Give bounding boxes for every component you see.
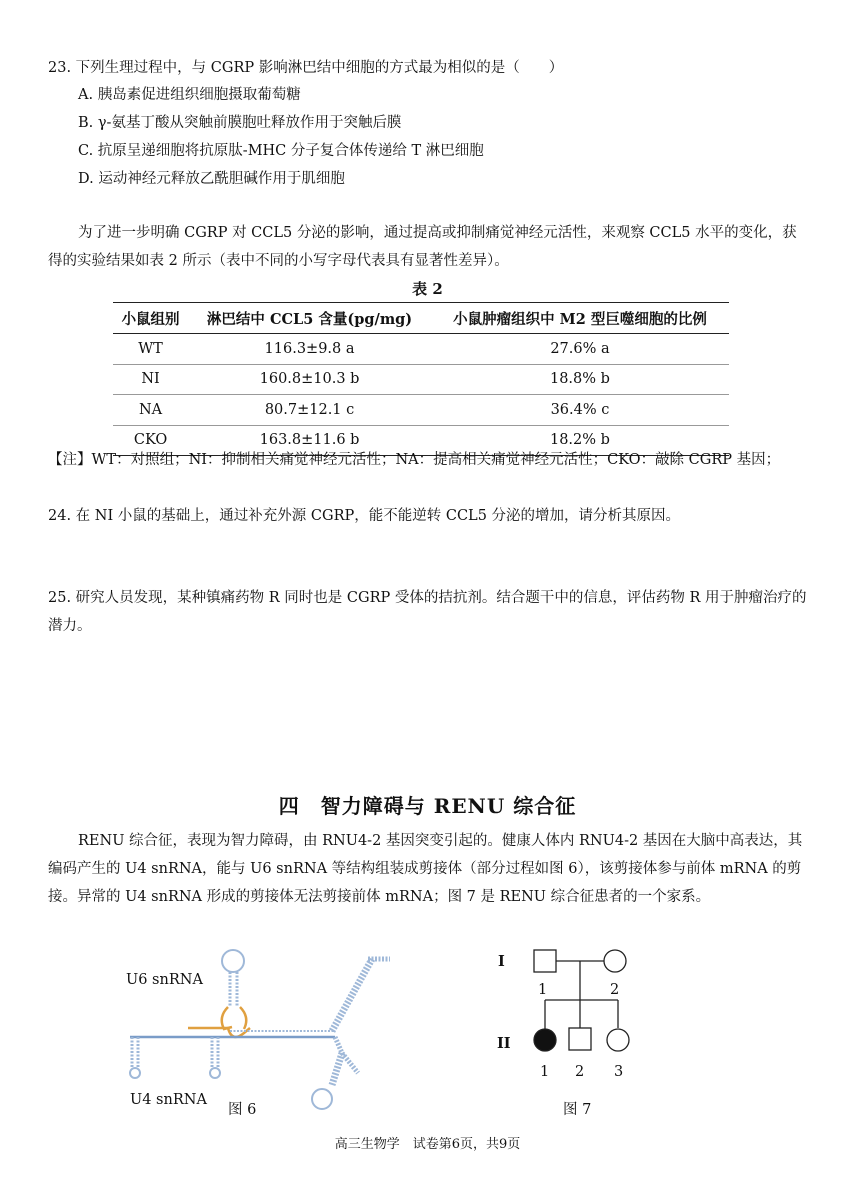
gen2-number: 2: [575, 1064, 585, 1080]
table-cell: 18.2% b: [431, 425, 729, 456]
gen1-number: 2: [610, 982, 620, 998]
page-footer: 高三生物学 试卷第6页，共9页: [334, 1137, 521, 1152]
q23-option-a: A. 胰岛素促进组织细胞摄取葡萄糖: [78, 87, 301, 103]
table-cell: 36.4% c: [431, 395, 729, 426]
gen1-female: [604, 950, 626, 972]
table-header: 淋巴结中 CCL5 含量(pg/mg): [188, 303, 431, 334]
table-cell: 116.3±9.8 a: [188, 334, 431, 365]
u4-branch: [342, 1053, 358, 1073]
u6-u4-interaction: [222, 1007, 247, 1029]
table-row: [113, 334, 729, 365]
gen2-male: [569, 1028, 591, 1050]
section4-paragraph: RENU 综合征，表现为智力障碍，由 RNU4-2 基因突变引起的。健康人体内 RNU4-2 基因在大脑中高表达，其编码产生的 U4 snRNA，能与 U6 snRNA 等结构组装成剪接体（部分过程如图 6），该剪接体参与前体 mRNA 的剪接。异常的 U4 snRNA 形成的剪接体无法剪接前体 mRNA；图 7 是 RENU 综合征患者的一个家系。: [48, 833, 803, 905]
table-cell: 18.8% b: [431, 364, 729, 395]
q23-stem: 23. 下列生理过程中，与 CGRP 影响淋巴结中细胞的方式最为相似的是（ ）: [48, 60, 564, 76]
figure6-caption: 图 6: [228, 1102, 257, 1118]
q25-text: 25. 研究人员发现，某种镇痛药物 R 同时也是 CGRP 受体的拮抗剂。结合题干中的信息，评估药物 R 用于肿瘤治疗的潜力。: [48, 590, 807, 634]
q23-option-d: D. 运动神经元释放乙酰胆碱作用于肌细胞: [78, 171, 345, 187]
u6-strand: [188, 1028, 250, 1037]
gen2-number: 1: [540, 1064, 550, 1080]
table-header: 小鼠肿瘤组织中 M2 型巨噬细胞的比例: [431, 303, 729, 334]
table-cell: 160.8±10.3 b: [188, 364, 431, 395]
figure7-caption: 图 7: [563, 1102, 592, 1118]
table2-note: 【注】WT：对照组；NI：抑制相关痛觉神经元活性；NA：提高相关痛觉神经元活性；CKO：敲除 CGRP 基因；: [48, 452, 781, 468]
u4-branch: [332, 1053, 342, 1085]
u4-branch: [335, 1037, 342, 1053]
u6-arm: [332, 959, 372, 1031]
figure7-pedigree: [490, 940, 650, 1070]
gen2-number: 3: [614, 1064, 624, 1080]
table-header-row: [113, 303, 729, 334]
q24-text: 24. 在 NI 小鼠的基础上，通过补充外源 CGRP，能不能逆转 CCL5 分泌的增加，请分析其原因。: [48, 508, 681, 524]
table-cell: NA: [113, 395, 188, 426]
u4-hairpin-loop: [210, 1068, 220, 1078]
q23-option-b: B. γ-氨基丁酸从突触前膜胞吐释放作用于突触后膜: [78, 115, 402, 131]
section-title: 四 智力障碍与 RENU 综合征: [278, 794, 577, 818]
table2: [113, 302, 729, 456]
table-header: 小鼠组别: [113, 303, 188, 334]
q23-option-c: C. 抗原呈递细胞将抗原肽-MHC 分子复合体传递给 T 淋巴细胞: [78, 143, 484, 159]
table-cell: NI: [113, 364, 188, 395]
gen1-number: 1: [538, 982, 548, 998]
table-cell: 27.6% a: [431, 334, 729, 365]
table2-caption: 表 2: [412, 280, 443, 298]
u4-loop: [312, 1089, 332, 1109]
table-cell: CKO: [113, 425, 188, 456]
intro-paragraph: 为了进一步明确 CGRP 对 CCL5 分泌的影响，通过提高或抑制痛觉神经元活性，来观察 CCL5 水平的变化，获得的实验结果如表 2 所示（表中不同的小写字母代表具有显著性差异）。: [48, 225, 797, 269]
u6-loop: [222, 950, 244, 972]
generation-ii-label: II: [497, 1035, 511, 1052]
gen2-affected-female: [534, 1029, 556, 1051]
table-row: [113, 395, 729, 426]
generation-i-label: I: [498, 953, 505, 970]
table-cell: 80.7±12.1 c: [188, 395, 431, 426]
table-cell: WT: [113, 334, 188, 365]
table-row: [113, 364, 729, 395]
gen1-male: [534, 950, 556, 972]
u4-label: U4 snRNA: [130, 1092, 207, 1108]
u4-hairpin-loop: [130, 1068, 140, 1078]
gen2-female: [607, 1029, 629, 1051]
table-cell: 163.8±11.6 b: [188, 425, 431, 456]
u6-label: U6 snRNA: [126, 972, 203, 988]
